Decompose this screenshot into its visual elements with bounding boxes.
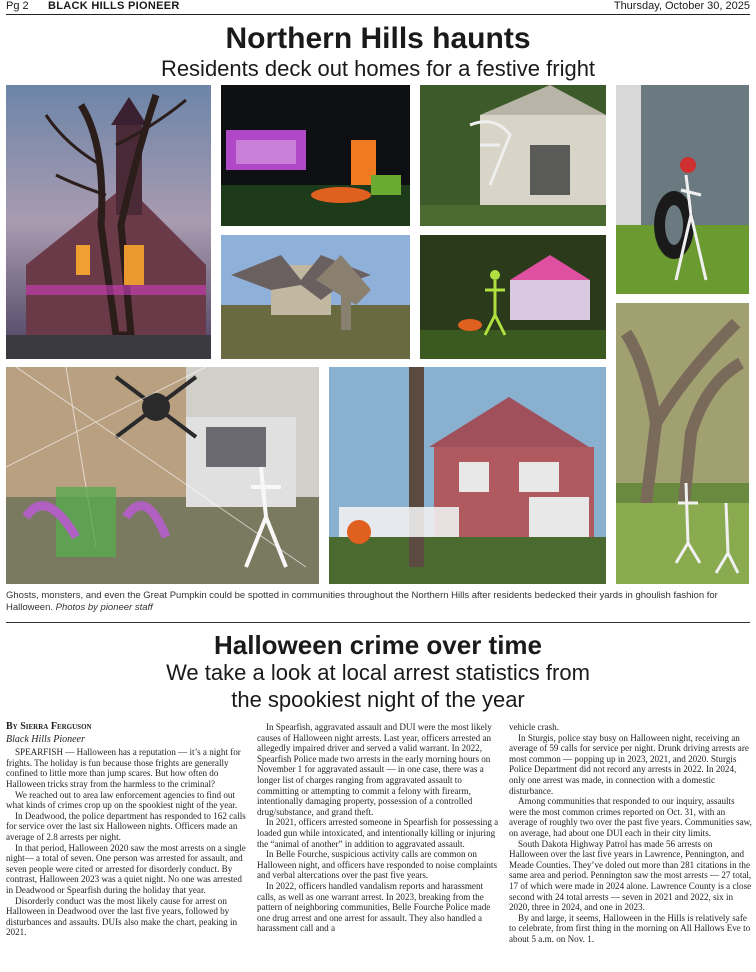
- article-subhead: [0, 659, 756, 713]
- paragraph: By and large, it seems, Halloween in the Hills is relatively safe to celebrate, from first thing in the morning on All Hallows Eve to about 5 a.m. on Nov. 1.: [509, 912, 751, 944]
- paragraph: In Sturgis, police stay busy on Halloween night, receiving an average of 59 calls for service per night. Drunk driving arrests are most common — popping up in 2023, 2021, and 2020. Sturgis Police Department did not record any arrests in 2022. In 2024, only one arrest was made, in connection with a domestic disturbance.: [509, 732, 749, 796]
- paragraph: In that period, Halloween 2020 saw the most arrests on a single night— a total of seven. One person was arrested for assault, and seven people were cited or arrested for disorderly conduct. By contrast, Halloween 2023 was a quiet night. No one was arrested in Deadwood or Spearfish during the holiday that year.: [6, 842, 246, 895]
- paragraph: We reached out to area law enforcement agencies to find out what kinds of crimes crop up on the spookiest night of the year.: [6, 789, 238, 811]
- paragraph: In 2022, officers handled vandalism reports and harassment calls, as well as one warrant arrest. In 2023, breaking from the pattern of neighboring communities, Belle Fourche Police made one drug arrest and one arrest for assault. They also handled a harassment call and a: [257, 880, 491, 934]
- photo-tree-skeletons: [616, 303, 749, 584]
- photo-lit-house: [420, 235, 606, 359]
- photo-skeleton-tire: [616, 85, 749, 294]
- page-number: Pg 2: [6, 0, 29, 12]
- feature-headline: Northern Hills haunts: [225, 22, 531, 55]
- article-subhead-line-1: We take a look at local arrest statistics from: [166, 660, 590, 685]
- paragraph: In 2021, officers arrested someone in Spearfish for possessing a loaded gun while intoxicated, and intentionally killing or injuring the “animal of another” in addition to aggravated assault.: [257, 817, 499, 849]
- publication-name: BLACK HILLS PIONEER: [48, 0, 180, 12]
- paragraph: SPEARFISH — Halloween has a reputation — it’s a night for frights. The holiday is fun because those frights are generally confined to little more than jump scares. But how often do Halloween tricks stray from the harmless to the criminal?: [6, 747, 241, 789]
- issue-date: Thursday, October 30, 2025: [613, 0, 750, 12]
- byline: By Sierra Ferguson: [6, 721, 92, 732]
- article-headline: Halloween crime over time: [213, 630, 543, 660]
- photo-purple-house: [221, 85, 410, 226]
- paragraph: South Dakota Highway Patrol has made 56 arrests on Halloween over the last five years in Lawrence, Pennington, and Meade Counties. They’ve doled out more than 281 citations in the same area and period. Pennington saw the most arrests — 27 total, 17 of which were made in 2024 alone. Lawrence County is a close second with 24 total arrests — seven in 2021 and 2022, six in 2020, three in 2024, and one in 2023.: [509, 838, 752, 913]
- feature-subhead: Residents deck out homes for a festive fright: [160, 56, 596, 81]
- article-column-3: [509, 722, 753, 944]
- paragraph: In Spearfish, aggravated assault and DUI were the most likely causes of Halloween night arrests. Last year, officers arrested an allegedly impaired driver and served a valid warrant. In 2022, Spearfish Police made two arrests in the early morning hours on November 1 for aggravated assault — in one case, there was a longer list of charges ranging from aggravated assault to committing or attempting to commit a felony with firearm, intentionally damaging property, possession of a controlled drug/substance, and grand theft.: [257, 722, 492, 817]
- photo-church-dusk: [6, 85, 211, 359]
- paragraph: Disorderly conduct was the most likely cause for arrest on Halloween in Deadwood over the last five years, followed by disturbances and assaults. DUIs also make the chart, peaking in 2021.: [6, 895, 238, 938]
- photo-red-house: [329, 367, 606, 584]
- page-header: [6, 0, 750, 15]
- photo-white-house-skeleton: [420, 85, 606, 226]
- section-divider: [6, 622, 750, 623]
- paragraph: In Deadwood, the police department has responded to 162 calls for service over the last six Halloween nights. Officers made an average of 2.8 arrests per night.: [6, 810, 246, 842]
- photo-bat-dragon: [221, 235, 410, 359]
- photo-credit: Photos by pioneer staff: [55, 602, 153, 613]
- paragraph: vehicle crash.: [509, 722, 559, 732]
- article-column-2: [257, 722, 501, 934]
- article-subhead-line-2: the spookiest night of the year: [231, 687, 525, 712]
- caption-text: Ghosts, monsters, and even the Great Pumpkin could be spotted in communities throughout the Northern Hills after residents bedecked their yards in ghoulish fashion for Halloween.: [6, 590, 718, 613]
- paragraph: Among communities that responded to our inquiry, assaults were the most common crimes reported on Oct. 31, with an average of roughly two over the past five years. Communities saw, on average, had about one DUI each in their city limits.: [509, 796, 752, 838]
- byline-paper: Black Hills Pioneer: [6, 733, 85, 745]
- article-column-1: [6, 722, 250, 938]
- photo-giant-spider: [6, 367, 319, 584]
- photo-caption: [6, 590, 750, 614]
- paragraph: In Belle Fourche, suspicious activity calls are common on Halloween night, and officers have responded to noise complaints and verbal altercations over the past five years.: [257, 849, 497, 881]
